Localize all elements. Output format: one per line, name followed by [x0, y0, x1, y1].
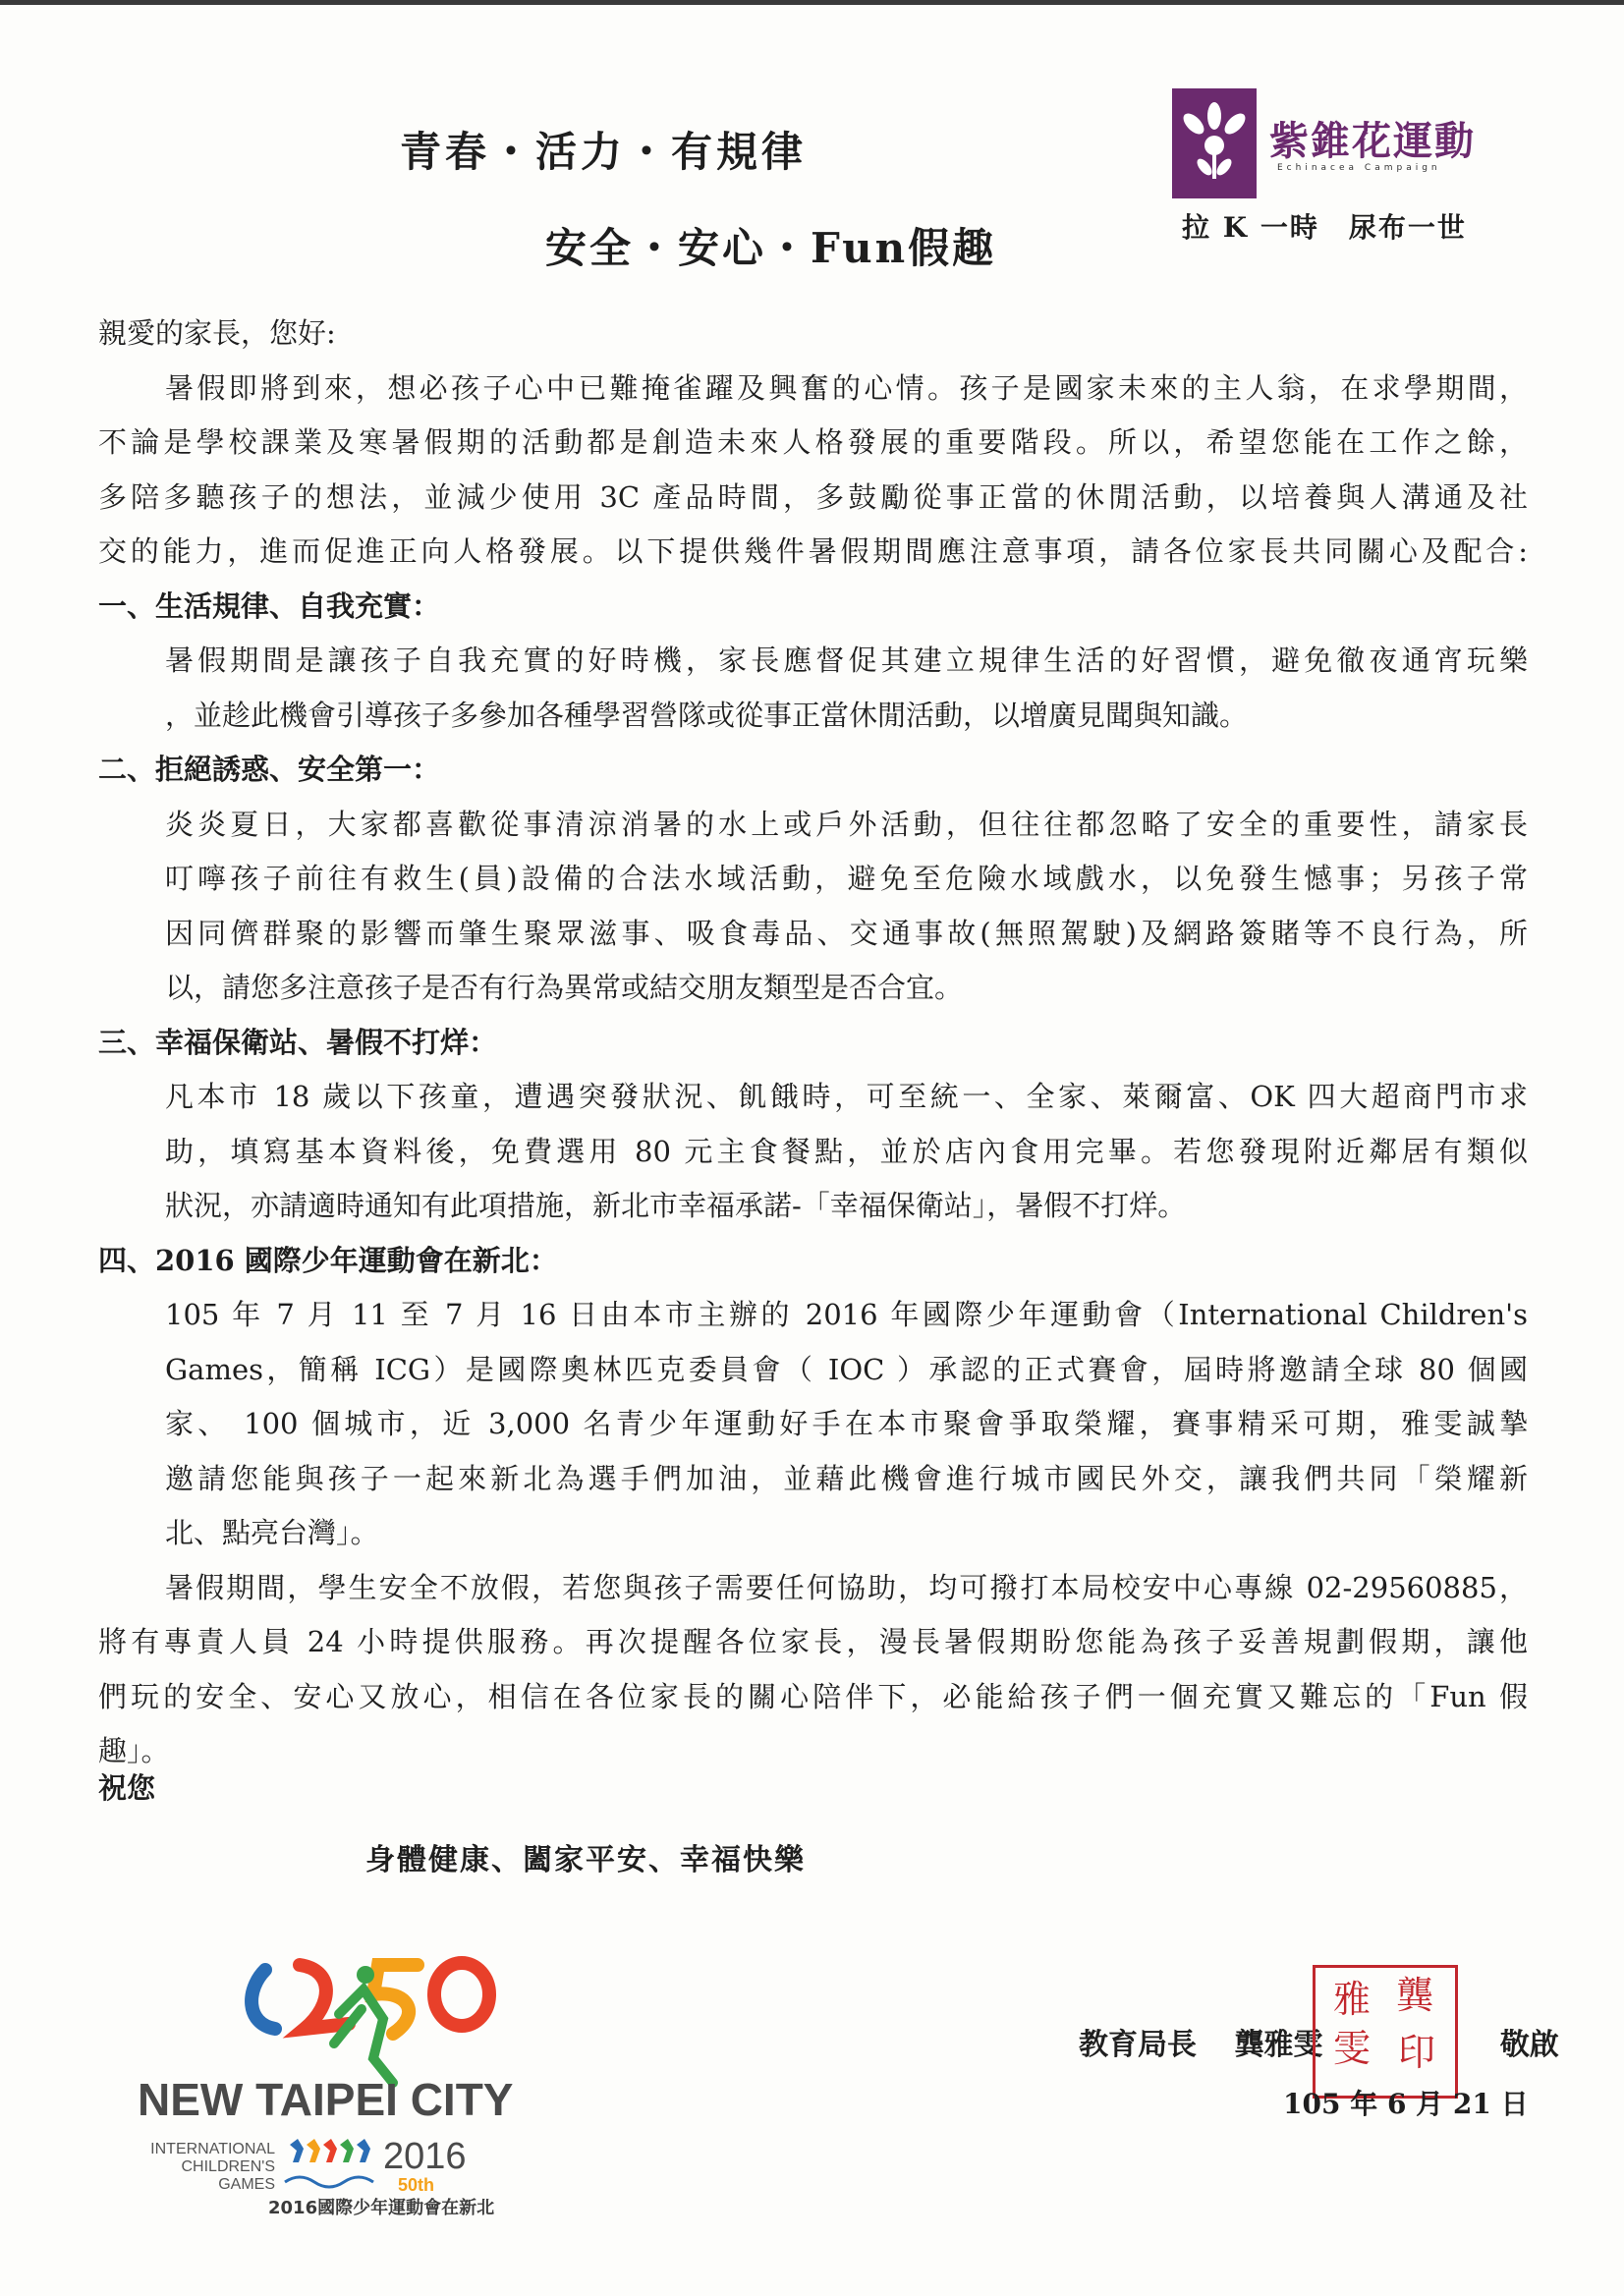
- scan-top-border: [0, 0, 1624, 5]
- intro-line: 交的能力，進而促進正向人格發展。以下提供幾件暑假期間應注意事項，請各位家長共同關心及配合:: [98, 534, 1528, 568]
- campaign-subtitle: Echinacea Campaign: [1277, 163, 1441, 173]
- section-line: Games，簡稱 ICG）是國際奧林匹克委員會（ IOC ）承認的正式賽會，屆時將邀請全球 80 個國: [165, 1352, 1528, 1386]
- intro-line: 暑假即將到來，想必孩子心中已難掩雀躍及興奮的心情。孩子是國家未來的主人翁，在求學期間，: [165, 370, 1528, 405]
- section-line: 105 年 7 月 11 至 7 月 16 日由本市主辦的 2016 年國際少年運動會（International Children's: [165, 1298, 1528, 1331]
- section-line: 炎炎夏日，大家都喜歡從事清涼消暑的水上或戶外活動，但往往都忽略了安全的重要性，請家長: [165, 807, 1528, 841]
- logo-year: 2016: [383, 2136, 467, 2177]
- section-heading: 三、幸福保衛站、暑假不打烊：: [98, 1025, 498, 1059]
- intro-line: 多陪多聽孩子的想法，並減少使用 3C 產品時間，多鼓勵從事正當的休閒活動，以培養與人溝通及社: [98, 479, 1528, 514]
- section-line: 叮嚀孩子前往有救生(員)設備的合法水域活動，避免至危險水域戲水，以免發生憾事；另孩子常: [165, 862, 1528, 895]
- campaign-slogan: 拉 K 一時 尿布一世: [1182, 211, 1467, 244]
- title-line-2: 安全・安心・Fun假趣: [545, 224, 997, 272]
- logo-event-line: CHILDREN'S: [181, 2158, 275, 2175]
- intro-line: 不論是學校課業及寒暑假期的活動都是創造未來人格發展的重要階段。所以，希望您能在工作之餘，: [98, 425, 1528, 459]
- section-line: ，並趁此機會引導孩子多參加各種學習營隊或從事正當休閒活動，以增廣見聞與知識。: [165, 698, 1249, 732]
- signer-title: 教育局長: [1079, 2028, 1197, 2062]
- logo-chinese-name: 2016國際少年運動會在新北: [268, 2198, 495, 2218]
- section-line: 因同儕群聚的影響而肇生聚眾滋事、吸食毒品、交通事故(無照駕駛)及網路簽賭等不良行為，所: [165, 916, 1528, 950]
- section-line: 暑假期間是讓孩子自我充實的好時機，家長應督促其建立規律生活的好習慣，避免徹夜通宵玩樂: [165, 644, 1528, 677]
- section-line: 以，請您多注意孩子是否有行為異常或結交朋友類型是否合宜。: [165, 971, 964, 1004]
- salutation: 親愛的家長，您好:: [98, 316, 336, 350]
- campaign-name: 紫錐花運動: [1269, 118, 1476, 164]
- section-line: 狀況，亦請適時通知有此項措施，新北市幸福承諾-「幸福保衛站」，暑假不打烊。: [165, 1189, 1187, 1222]
- letter-date: 105 年 6 月 21 日: [1283, 2088, 1529, 2120]
- wish: 身體健康、闔家平安、幸福快樂: [365, 1843, 806, 1877]
- seal-char: 龔: [1396, 1974, 1434, 2017]
- seal-char: 印: [1398, 2031, 1436, 2074]
- outro-line: 將有專責人員 24 小時提供服務。再次提醒各位家長，漫長暑假期盼您能為孩子妥善規劃假期，讓他: [98, 1625, 1528, 1658]
- title-line-1: 青春・活力・有規律: [400, 128, 808, 176]
- section-line: 助，填寫基本資料後，免費選用 80 元主食餐點，並於店內食用完畢。若您發現附近鄰居有類似: [165, 1134, 1528, 1168]
- outro-line: 暑假期間，學生安全不放假，若您與孩子需要任何協助，均可撥打本局校安中心專線 02-29560885，: [165, 1570, 1528, 1604]
- logo-event-line: GAMES: [218, 2176, 275, 2193]
- section-heading: 二、拒絕誘惑、安全第一：: [98, 753, 441, 786]
- section-heading: 四、2016 國際少年運動會在新北：: [98, 1243, 558, 1277]
- letter-body: [98, 307, 1528, 1779]
- logo-event-line: INTERNATIONAL: [150, 2141, 275, 2157]
- logo-city: NEW TAIPEI CITY: [138, 2074, 514, 2125]
- section-line: 北、點亮台灣」。: [165, 1516, 379, 1549]
- closing: 祝您: [98, 1771, 156, 1805]
- official-seal: [1313, 1965, 1458, 2099]
- echinacea-logo-icon: [1172, 88, 1257, 198]
- outro-line: 趣」。: [98, 1734, 170, 1767]
- section-line: 凡本市 18 歲以下孩童，遭遇突發狀況、飢餓時，可至統一、全家、萊爾富、OK 四大超商門市求: [165, 1080, 1528, 1113]
- icg-2016-logo-icon: [138, 1950, 609, 2255]
- section-line: 邀請您能與孩子一起來新北為選手們加油，並藉此機會進行城市國民外交，讓我們共同「榮耀新: [165, 1461, 1528, 1495]
- signer-name: 龔雅雯: [1234, 2028, 1323, 2062]
- logo-edition: 50th: [398, 2175, 435, 2195]
- outro-line: 們玩的安全、安心又放心，相信在各位家長的關心陪伴下，必能給孩子們一個充實又難忘的「Fun 假: [98, 1679, 1528, 1713]
- section-line: 家、 100 個城市，近 3,000 名青少年運動好手在本市聚會爭取榮耀，賽事精采可期，雅雯誠摯: [165, 1407, 1528, 1440]
- seal-char: 雅: [1333, 1978, 1372, 2021]
- section-heading: 一、生活規律、自我充實：: [98, 588, 441, 623]
- seal-char: 雯: [1333, 2027, 1372, 2070]
- respect-closing: 敬啟: [1499, 2028, 1559, 2062]
